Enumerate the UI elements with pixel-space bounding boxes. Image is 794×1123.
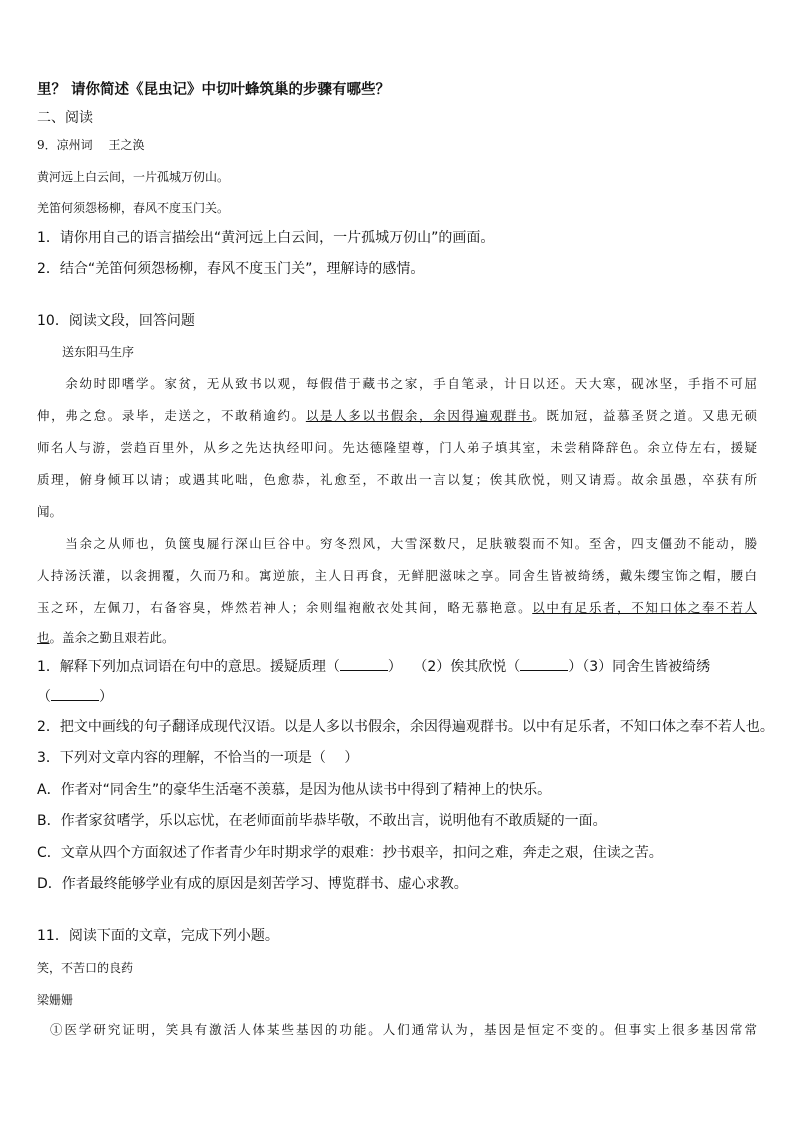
option-line: C．文章从四个方面叙述了作者青少年时期求学的艰难：抄书艰辛，扣问之难，奔走之艰，住读之苦。 (37, 845, 663, 861)
answer-blank[interactable] (520, 656, 568, 671)
section-heading: 二、阅读 (37, 110, 93, 126)
option-line: A．作者对“同舍生”的豪华生活毫不羡慕，是因为他从读书中得到了精神上的快乐。 (37, 782, 552, 798)
article-author: 梁姗姗 (37, 993, 74, 1007)
underlined-sentence: 以是人多以书假余，余因得遍观群书 (305, 408, 533, 423)
article-title: 笑，不苦口的良药 (37, 961, 134, 975)
option-line: B．作者家贫嗜学，乐以忘忧，在老师面前毕恭毕敬，不敢出言，说明他有不敢质疑的一面。 (37, 813, 607, 829)
underlined-sentence: 也 (37, 630, 50, 645)
question-line: 2．把文中画线的句子翻译成现代汉语。以是人多以书假余，余因得遍观群书。以中有足乐者，不知口体之奉不若人也。 (37, 719, 774, 735)
question-line: 3．下列对文章内容的理解，不恰当的一项是（ ） (37, 750, 359, 766)
question-text: 1．解释下列加点词语在句中的意思。援疑质理（ (37, 659, 340, 675)
underlined-sentence: 以中有足乐者，不知口体之奉不若人 (532, 600, 757, 615)
question-heading: 11．阅读下面的文章，完成下列小题。 (37, 928, 279, 944)
passage-text: 玉之环，左佩刀，右备容臭，烨然若神人；余则缊袍敝衣处其间，略无慕艳意。 (37, 600, 533, 615)
article-line: ①医学研究证明，笑具有激活人体某些基因的功能。人们通常认为，基因是恒定不变的。但事实上很多基因常常 (50, 1022, 757, 1037)
text-line: 里？ 请你简述《昆虫记》中切叶蜂筑巢的步骤有哪些？ (37, 82, 391, 98)
passage-line (37, 406, 757, 426)
question-text: ） (99, 689, 113, 705)
passage-line: 人持汤沃灌，以衾拥覆，久而乃和。寓逆旅，主人日再食，无鲜肥滋味之享。同舍生皆被绮绣，戴朱缨宝饰之帽，腰白 (37, 568, 757, 583)
passage-line: 余幼时即嗜学。家贫，无从致书以观，每假借于藏书之家，手自笔录，计日以还。天大寒，砚冰坚，手指不可屈 (37, 376, 757, 391)
passage-line: 当余之从师也，负箧曳屣行深山巨谷中。穷冬烈风，大雪深数尺，足肤皲裂而不知。至舍，四支僵劲不能动，媵 (37, 536, 757, 551)
question-line: 2．结合“羌笛何须怨杨柳，春风不度玉门关”，理解诗的感情。 (37, 261, 425, 277)
passage-line: 师名人与游，尝趋百里外，从乡之先达执经叩问。先达德隆望尊，门人弟子填其室，未尝稍降辞色。余立侍左右，援疑 (37, 440, 757, 455)
answer-blank[interactable] (51, 686, 99, 701)
question-heading: 10．阅读文段，回答问题 (37, 313, 195, 329)
passage-line: 质理，俯身倾耳以请；或遇其叱咄，色愈恭，礼愈至，不敢出一言以复；俟其欣悦，则又请焉。故余虽愚，卒获有所 (37, 472, 757, 487)
poem-line: 羌笛何须怨杨柳，春风不度玉门关。 (37, 201, 230, 215)
passage-title: 送东阳马生序 (62, 345, 135, 359)
question-heading: 9．凉州词 王之涣 (37, 138, 145, 152)
question-text: ）（3）同舍生皆被绮绣 (568, 659, 711, 675)
answer-blank[interactable] (340, 656, 388, 671)
passage-text: 伸，弗之怠。录毕，走送之，不敢稍逾约。 (37, 408, 306, 423)
question-text: （ (37, 689, 51, 705)
passage-text: 。既加冠，益慕圣贤之道。又患无硕 (532, 408, 757, 423)
poem-line: 黄河远上白云间，一片孤城万仞山。 (37, 170, 230, 184)
question-text: ） （2）俟其欣悦（ (387, 659, 521, 675)
option-line: D．作者最终能够学业有成的原因是刻苦学习、博览群书、虚心求教。 (37, 876, 468, 892)
question-line (37, 686, 113, 707)
question-line: 1．请你用自己的语言描绘出“黄河远上白云间，一片孤城万仞山”的画面。 (37, 230, 495, 246)
passage-line: 闻。 (37, 504, 63, 519)
passage-line (37, 628, 757, 648)
passage-line (37, 598, 757, 618)
passage-text: 。盖余之勤且艰若此。 (49, 630, 175, 645)
question-line (37, 656, 710, 677)
